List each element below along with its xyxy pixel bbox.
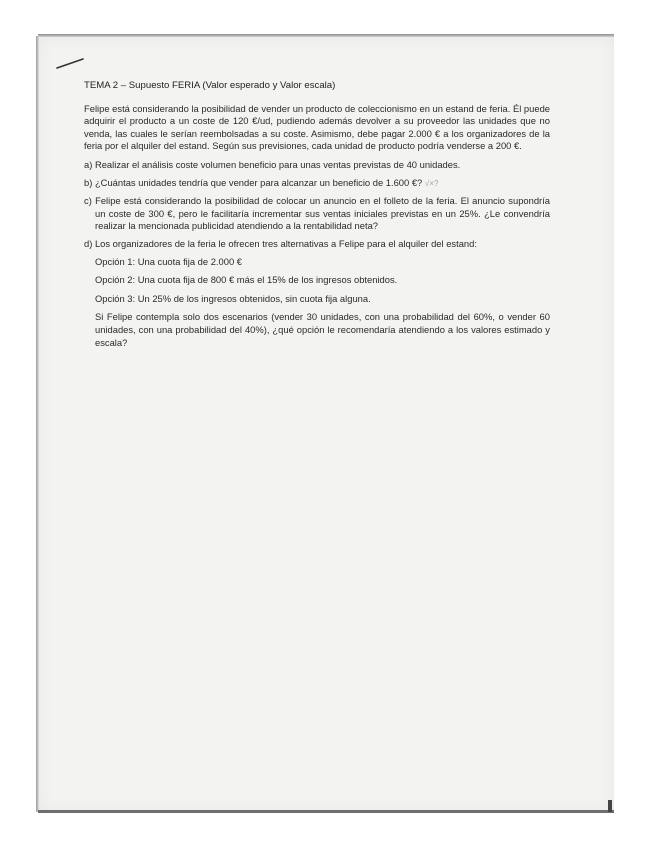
question-text: ¿Cuántas unidades tendría que vender para alcanzar un beneficio de 1.600 €? [94, 176, 423, 188]
question-text: Realizar el análisis coste volumen beneficio para unas ventas previstas de 40 unidades. [94, 158, 461, 170]
intro-paragraph: Felipe está considerando la posibilidad de vender un producto de coleccionismo en un estand de feria. Él puede adquirir el producto a un coste de 120 €/ud, pudiendo además devolver a su proveedor las unidades que no venda, las cuales le serían reembolsadas a su coste. Asimismo, debe pagar 2.000 € a los organizadores de la feria por el alquiler del estand. Según sus previsiones, cada unidad de producto podría venderse a 200 €. [84, 102, 550, 152]
paper-corner-mark [608, 800, 612, 812]
final-question-paragraph: Si Felipe contempla solo dos escenarios (vender 30 unidades, con una probabilidad del 60%, o vender 60 unidades, con una probabilidad del 40%), ¿qué opción le recomendaría atendiendo a los valores estimado y escala? [95, 311, 550, 348]
paper-left-edge [36, 36, 39, 812]
question-text: Los organizadores de la feria le ofrecen tres alternativas a Felipe para el alquiler del estand: [94, 237, 477, 249]
handwritten-annotation: √×? [424, 178, 439, 188]
question-letter: c) [84, 195, 92, 207]
question-b [84, 177, 550, 191]
question-a [84, 159, 550, 172]
question-d [84, 238, 550, 251]
option-2: Opción 2: Una cuota fija de 800 € más el 15% de los ingresos obtenidos. [95, 274, 398, 286]
document-body [84, 80, 550, 349]
option-1: Opción 1: Una cuota fija de 2.000 € [95, 255, 242, 267]
pen-stroke-mark [56, 56, 86, 70]
paper-top-edge [38, 34, 614, 37]
document-title: TEMA 2 – Supuesto FERIA (Valor esperado y Valor escala) [84, 80, 336, 91]
question-letter: d) [84, 237, 93, 249]
option-3: Opción 3: Un 25% de los ingresos obtenidos, sin cuota fija alguna. [95, 292, 371, 304]
question-letter: a) [84, 158, 93, 170]
question-c [84, 195, 550, 233]
question-letter: b) [84, 176, 93, 188]
question-text: Felipe está considerando la posibilidad de colocar un anuncio en el folleto de la feria. El anuncio supondría un coste de 300 €, pero le facilitaría incrementar sus ventas iniciales previstas en un 25%. ¿Le convendría realizar la mencionada publicidad atendiendo a la rentabilidad neta? [95, 195, 550, 232]
paper-bottom-edge [38, 810, 614, 813]
